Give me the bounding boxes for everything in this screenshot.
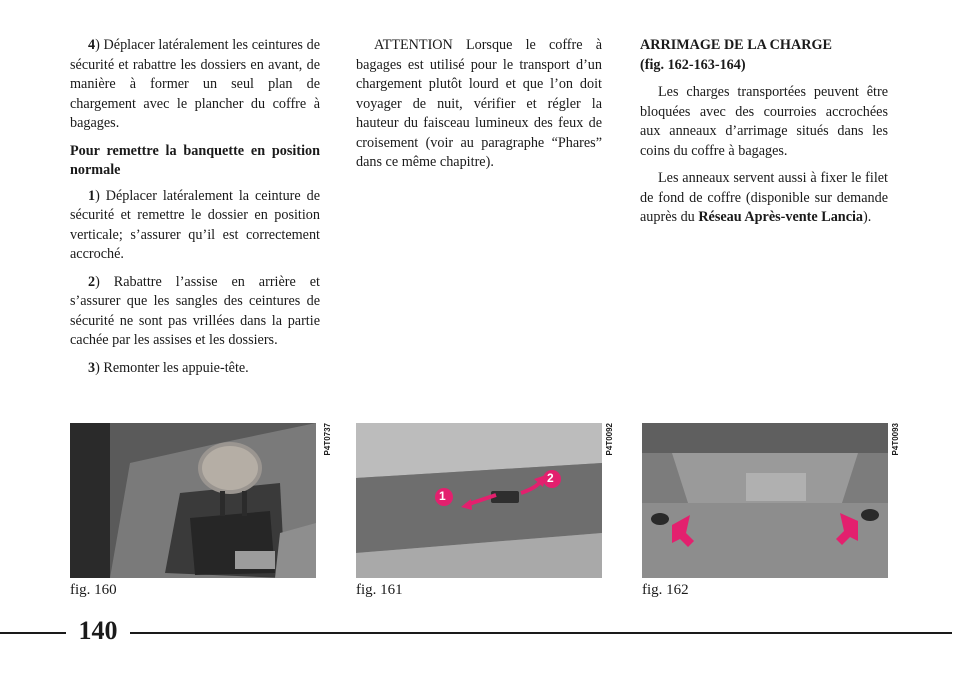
step-text: ) Déplacer latéralement la ceinture de sécurité et remettre le dossier en position verticale; s’assurer qu’il est correctement accroché. xyxy=(70,187,320,262)
figure-162-code: P4T0093 xyxy=(891,423,900,456)
figure-161-code: P4T0092 xyxy=(605,423,614,456)
figure-160-code: P4T0737 xyxy=(323,423,332,456)
heading-figref: (fig. 162-163-164) xyxy=(640,56,746,73)
paragraph-arrimage-2 xyxy=(640,169,888,228)
paragraph-step-1 xyxy=(70,187,320,265)
figure-161-image xyxy=(356,423,602,578)
page-number: 140 xyxy=(78,616,118,645)
section-heading: Pour remettre la banquette en position normale xyxy=(70,142,320,178)
callout-2: 2 xyxy=(547,471,554,485)
paragraph-text: Les anneaux servent aussi à fixer le filet de fond de coffre (disponible sur demande auprès du xyxy=(640,170,888,225)
callout-1: 1 xyxy=(439,489,446,503)
attention-text: Lorsque le coffre à bagages est utilisé pour le transport d’un chargement plutôt lourd et que l’on doit voyager de nuit, vérifier et régler la hauteur du faisceau lumineux des feux de croisement (voir au paragraphe “Phares” dans ce même chapitre). xyxy=(356,37,602,170)
figure-162-caption: fig. 162 xyxy=(642,582,689,598)
step-number: 1 xyxy=(88,187,96,204)
network-name: Réseau Après-vente Lancia xyxy=(698,209,864,225)
step-text: ) Déplacer latéralement les ceintures de sécurité et rabattre les dossiers en avant, de manière à former un seul plan de chargement avec le plancher du coffre à bagages. xyxy=(70,37,320,131)
step-number: 2 xyxy=(88,273,96,290)
column-3 xyxy=(640,36,888,236)
paragraph-end: ). xyxy=(863,209,872,225)
attention-paragraph xyxy=(356,36,602,173)
step-number: 4 xyxy=(88,37,96,53)
paragraph-step-4 xyxy=(70,36,320,134)
step-text: ) Rabattre l’assise en arrière et s’assurer que les sangles des ceintures de sécurité ne sont pas vrillées dans la partie cachée par les assises et les dossiers. xyxy=(70,273,320,348)
attention-label: ATTENTION xyxy=(374,37,453,53)
column-1 xyxy=(70,36,320,386)
paragraph-arrimage-1: Les charges transportées peuvent être bloquées avec des courroies accrochées aux anneaux d’arrimage situés dans les coins du coffre à bagages. xyxy=(640,84,888,159)
figure-160-caption: fig. 160 xyxy=(70,582,117,598)
paragraph-step-3 xyxy=(70,359,320,379)
footer-rule-right xyxy=(130,632,952,634)
heading-title: ARRIMAGE DE LA CHARGE xyxy=(640,37,832,53)
step-number: 3 xyxy=(88,359,96,376)
figure-160-image xyxy=(70,423,316,578)
step-text: ) Remonter les appuie-tête. xyxy=(95,359,249,376)
figure-162-image xyxy=(642,423,888,578)
paragraph-step-2 xyxy=(70,273,320,351)
figure-161-caption: fig. 161 xyxy=(356,582,403,598)
column-2 xyxy=(356,36,602,181)
footer-rule-left xyxy=(0,632,66,634)
section-heading-arrimage xyxy=(640,36,888,75)
